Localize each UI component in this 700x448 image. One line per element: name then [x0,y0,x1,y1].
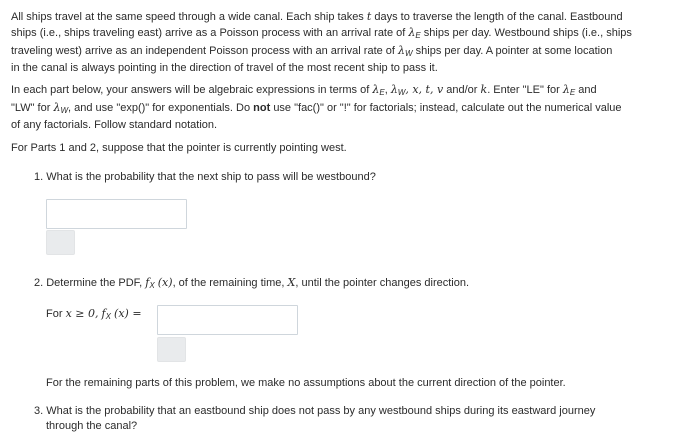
parts-note: For Parts 1 and 2, suppose that the pointer is currently pointing west. [11,142,347,154]
assumption-note: For the remaining parts of this problem, we make no assumptions about the current direction of the pointer. [46,377,566,389]
question-1: 1. What is the probability that the next ship to pass will be westbound? [34,171,376,183]
instructions-paragraph: In each part below, your answers will be algebraic expressions in terms of $\lambda_E$, $\lambda_W$, x, t, v and/or k. Enter "LE" for $\lambda_E$ and "LW" for $\lambda_W$, and use "exp()" for exponentials. Do not use "fac()" or "!" for factorials; instead, calculate out the numerical value of any factorials. Follow standard notation. [11,83,622,131]
q1-submit-button[interactable] [46,230,75,255]
q1-answer-input[interactable] [46,199,187,229]
question-3: 3. What is the probability that an eastbound ship does not pass by any westbound ships during its eastward journey through the canal? [34,405,596,432]
question-2: 2. Determine the PDF, $f_X$ (x), of the remaining time, X, until the pointer changes direction. [34,276,470,290]
q2-answer-input[interactable] [157,305,298,335]
q2-submit-button[interactable] [157,337,186,362]
intro-paragraph: All ships travel at the same speed through a wide canal. Each ship takes t days to traverse the length of the canal. Eastbound ships (i.e., ships traveling east) arrive as a Poisson process with an arrival rate of $\lambda_E$ ships per day. Westbound ships (i.e., ships traveling west) arrive as an independent Poisson process with an arrival rate of $\lambda_W$ ships per day. A pointer at some location in the canal is always pointing in the direction of travel of the most recent ship to pass it. [11,10,632,74]
pdf-formula-label: For x ≥ 0, $f_X$ (x) = [46,307,142,321]
